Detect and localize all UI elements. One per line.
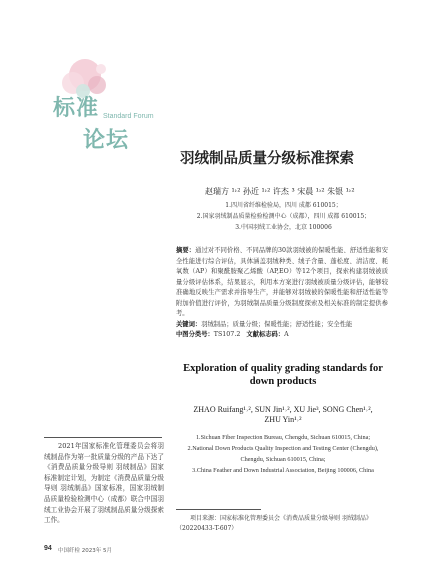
authors-en-line1: ZHAO Ruifang¹˒², SUN Jin¹˒², XU Jie³, SONG Chen¹˒²,: [193, 405, 373, 414]
affiliation-en-3: Chengdu, Sichuan 610015, China;: [240, 456, 326, 463]
affiliation-en-1: 1.Sichuan Fiber Inspection Bureau, Chengdu, Sichuan 610015, China;: [195, 434, 371, 441]
journal-info: 中国纤检 2023年 5月: [58, 548, 112, 554]
funding-note: 项目来源：国家标准化管理委员会《消费品质量分级导则 羽绒制品》（20220433-T-607）: [176, 515, 372, 532]
authors-english: [176, 405, 390, 425]
clc-label: 中图分类号：: [176, 331, 214, 338]
side-note: 2021年国家标准化管理委员会将羽绒制品作为第一批质量分级的产品下达了《消费品质量分级导则 羽绒制品》国家标准制定计划，为制定《消费品质量分级导则 羽绒制品》国家标准，国家羽绒制品质量检验检测中心（成都）联合中国羽绒工业协会开展了羽绒制品质量分级探索工作。: [44, 442, 164, 525]
logo-text-line1: 标准: [53, 96, 100, 121]
keywords-text: 羽绒制品；质量分级；保暖性能；舒适性能；安全性能: [201, 320, 353, 328]
logo-english-text: Standard Forum: [103, 113, 154, 120]
doc-code-label: 文献标志码：: [246, 331, 285, 338]
logo-text-line2: 论坛: [83, 128, 130, 153]
authors-en-line2: ZHU Yin¹˒²: [264, 415, 302, 424]
side-note-divider: [44, 437, 162, 438]
funding-divider: [176, 509, 261, 510]
doc-code-value: A: [284, 331, 289, 338]
title-chinese: 羽绒制品质量分级标准探索: [180, 151, 354, 167]
abstract-text: 通过对不同价格、不同品牌的30款羽绒被的保暖性能、舒适性能和安全性能进行综合评估，具体涵盖羽绒种类、绒子含量、蓬松度、清洁度、耗氧数（AP）和聚酰胺聚乙烯酸（AP,EO）等12个项目，探索构建羽绒被质量分级评估体系，结果显示，利用本方案进行羽绒被质量分级评估，能够较准确地反映生产需求并指导生产，并能够对羽绒被的保暖性能和舒适性能等附加价值进行评价，为羽绒制品质量分级制度探索及相关标准的制定提供参考。: [176, 247, 388, 317]
affiliation-cn-3: 3.中国羽绒工业协会，北京 100006: [235, 224, 332, 231]
authors-chinese: 赵瑞方 ¹˒² 孙近 ¹˒² 许杰 ³ 宋晨 ¹˒² 朱银 ¹˒²: [205, 187, 355, 196]
affiliation-cn-1: 1.四川省纤维检验局，四川 成都 610015；: [225, 202, 342, 209]
affiliation-en-2: 2.National Down Products Quality Inspection and Testing Center (Chengdu),: [187, 445, 379, 452]
affiliation-cn-2: 2.国家羽绒制品质量检验检测中心（成都），四川 成都 610015；: [196, 213, 371, 220]
page-number: 94: [44, 545, 52, 552]
affiliation-en-4: 3.China Feather and Down Industrial Association, Beijing 100006, China: [192, 467, 374, 474]
keywords-label: 关键词：: [176, 320, 202, 328]
clc-value: TS107.2: [213, 331, 241, 338]
abstract-label: 摘要：: [176, 247, 196, 254]
title-english: Exploration of quality grading standards for down products: [183, 363, 383, 387]
section-logo: [45, 55, 165, 165]
abstract-block: [176, 246, 388, 341]
